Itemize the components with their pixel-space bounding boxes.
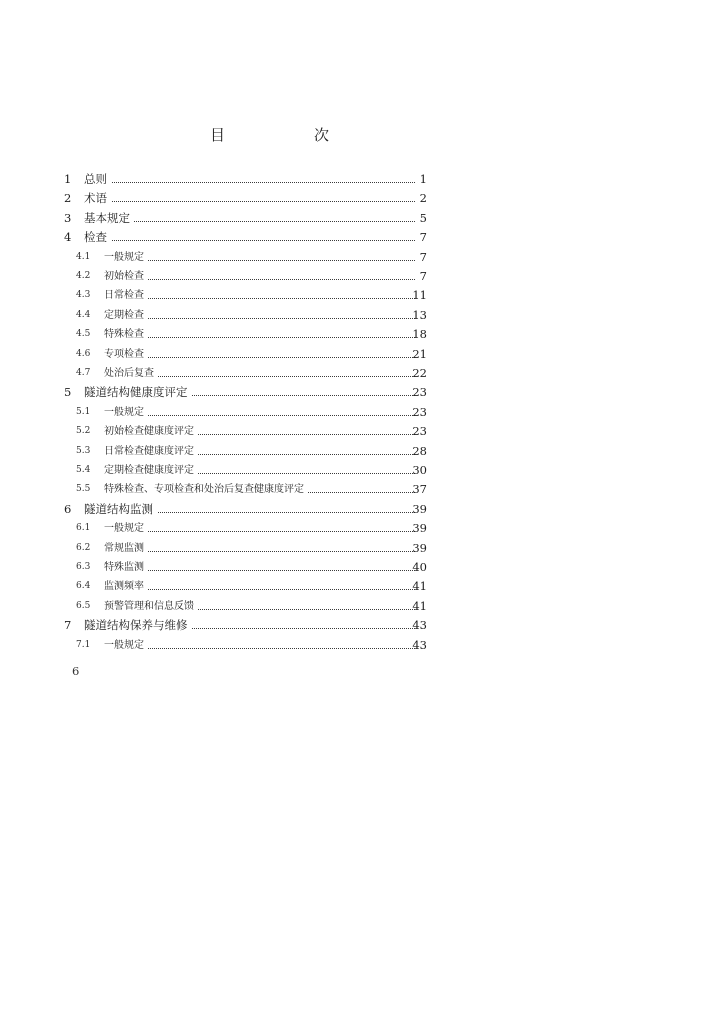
toc-entry[interactable] (0, 306, 713, 325)
toc-entry-page: 5 (419, 210, 427, 225)
toc-entry-page: 11 (412, 288, 427, 303)
toc-entry-page: 1 (419, 172, 427, 186)
toc-entry[interactable] (0, 325, 713, 344)
toc-dot-leader (104, 298, 415, 299)
toc-entry-title: 一般规定 (104, 403, 148, 422)
toc-entry[interactable] (0, 597, 713, 616)
toc-entry[interactable] (0, 519, 713, 538)
toc-dot-leader (104, 570, 415, 571)
toc-entry[interactable] (0, 500, 713, 519)
toc-entry-title: 总则 (84, 170, 111, 189)
toc-entry-title: 检查 (84, 228, 111, 247)
toc-entry-title: 基本规定 (84, 209, 134, 228)
toc-entry-title: 常规监测 (104, 539, 148, 558)
toc-entry-number: 5.4 (76, 465, 91, 475)
toc-entry-number: 4.3 (76, 290, 91, 301)
toc-entry-title: 术语 (84, 189, 111, 208)
toc-entry-number: 4.5 (76, 329, 91, 340)
toc-entry[interactable] (0, 442, 713, 461)
toc-entry-number: 1 (64, 172, 72, 186)
toc-entry-page: 43 (412, 618, 427, 633)
toc-entry-number: 6.3 (76, 562, 91, 572)
toc-entry-title: 日常检查 (104, 286, 148, 305)
toc-entry-number: 7 (64, 618, 72, 633)
toc-entry-number: 6.4 (76, 581, 91, 592)
toc-entry[interactable] (0, 480, 713, 499)
toc-dot-leader (104, 279, 415, 280)
toc-entry-title: 定期检查健康度评定 (104, 461, 198, 480)
toc-entry-page: 23 (412, 385, 427, 400)
toc-entry-title: 特殊检查 (104, 325, 148, 344)
toc-dot-leader (104, 551, 415, 552)
toc-entry-title: 初始检查健康度评定 (104, 422, 198, 441)
toc-dot-leader (84, 201, 415, 202)
toc-entry-title: 一般规定 (104, 636, 148, 655)
toc-entry[interactable] (0, 267, 713, 286)
toc-entry-page: 43 (412, 637, 427, 652)
toc-dot-leader (104, 357, 415, 358)
toc-entry[interactable] (0, 461, 713, 480)
toc-entry-page: 13 (412, 307, 427, 322)
toc-entry-page: 2 (419, 191, 427, 206)
toc-dot-leader (104, 589, 415, 590)
toc-entry-page: 23 (412, 404, 427, 419)
toc-entry-number: 4.7 (76, 368, 91, 378)
toc-entry-number: 7.1 (76, 639, 91, 650)
toc-entry-page: 28 (412, 443, 427, 458)
toc-entry-title: 专项检查 (104, 345, 148, 364)
toc-entry[interactable] (0, 558, 713, 577)
toc-entry[interactable] (0, 364, 713, 383)
toc-entry-number: 4.6 (76, 348, 91, 359)
toc-entry-title: 预警管理和信息反馈 (104, 597, 198, 616)
toc-entry[interactable] (0, 383, 713, 402)
toc-entry-number: 6 (64, 501, 72, 516)
toc-entry[interactable] (0, 248, 713, 267)
toc-entry[interactable] (0, 616, 713, 635)
toc-entry-number: 3 (64, 210, 72, 225)
toc-entry[interactable] (0, 228, 713, 247)
toc-entry-number: 2 (64, 191, 72, 206)
toc-entry-number: 6.1 (76, 523, 91, 534)
toc-dot-leader (104, 648, 415, 649)
toc-entry-page: 39 (412, 501, 427, 516)
toc-entry-title: 初始检查 (104, 267, 148, 286)
toc-entry-number: 5 (64, 385, 72, 400)
toc-entry-title: 监测频率 (104, 577, 148, 596)
toc-entry-number: 4.4 (76, 309, 91, 320)
toc-entry-title: 日常检查健康度评定 (104, 442, 198, 461)
toc-entry-number: 5.1 (76, 406, 91, 417)
toc-entry-page: 40 (412, 560, 427, 574)
toc-entry-number: 5.2 (76, 426, 91, 437)
toc-entry-title: 隧道结构保养与维修 (84, 616, 192, 635)
toc-entry-page: 30 (412, 463, 427, 477)
toc-entry[interactable] (0, 286, 713, 305)
toc-entry-page: 41 (412, 598, 427, 613)
toc-entry-number: 5.3 (76, 445, 91, 456)
toc-entry-number: 4.1 (76, 251, 91, 262)
toc-entry-number: 4 (64, 230, 72, 245)
toc-entry-page: 39 (412, 540, 427, 555)
toc-dot-leader (104, 260, 415, 261)
page-number: 6 (72, 664, 80, 678)
toc-entry-page: 37 (412, 482, 427, 497)
toc-dot-leader (84, 182, 415, 183)
toc-entry-title: 隧道结构健康度评定 (84, 383, 192, 402)
toc-entry[interactable] (0, 345, 713, 364)
toc-entry[interactable] (0, 209, 713, 228)
toc-entry-number: 4.2 (76, 271, 91, 281)
toc-entry-page: 22 (412, 366, 427, 380)
toc-entry[interactable] (0, 403, 713, 422)
toc-entry[interactable] (0, 189, 713, 208)
toc-entry-title: 特殊检查、专项检查和处治后复查健康度评定 (104, 480, 308, 499)
toc-entry-page: 39 (412, 521, 427, 536)
toc-entry-page: 21 (412, 346, 427, 361)
toc-entry-title: 定期检查 (104, 306, 148, 325)
toc-entry-page: 23 (412, 424, 427, 439)
toc-entry[interactable] (0, 170, 713, 189)
toc-dot-leader (84, 240, 415, 241)
toc-dot-leader (104, 415, 415, 416)
toc-entry-page: 7 (419, 269, 427, 283)
toc-entry-title: 一般规定 (104, 519, 148, 538)
toc-entry[interactable] (0, 539, 713, 558)
toc-entry-number: 6.5 (76, 600, 91, 611)
toc-dot-leader (104, 337, 415, 338)
toc-entry-title: 一般规定 (104, 248, 148, 267)
page-title: 目 次 (210, 126, 367, 144)
toc-entry-number: 5.5 (76, 484, 91, 495)
toc-entry-page: 7 (419, 249, 427, 264)
toc-entry-title: 隧道结构监测 (84, 500, 157, 519)
toc-dot-leader (104, 531, 415, 532)
toc-entry-title: 处治后复查 (104, 364, 158, 383)
toc-entry-title: 特殊监测 (104, 558, 148, 577)
toc-entry[interactable] (0, 577, 713, 596)
toc-entry-page: 41 (412, 579, 427, 594)
toc-entry[interactable] (0, 422, 713, 441)
toc-dot-leader (104, 318, 415, 319)
toc-entry[interactable] (0, 636, 713, 655)
toc-entry-page: 7 (419, 230, 427, 245)
toc-entry-page: 18 (412, 327, 427, 342)
toc-entry-number: 6.2 (76, 542, 91, 553)
